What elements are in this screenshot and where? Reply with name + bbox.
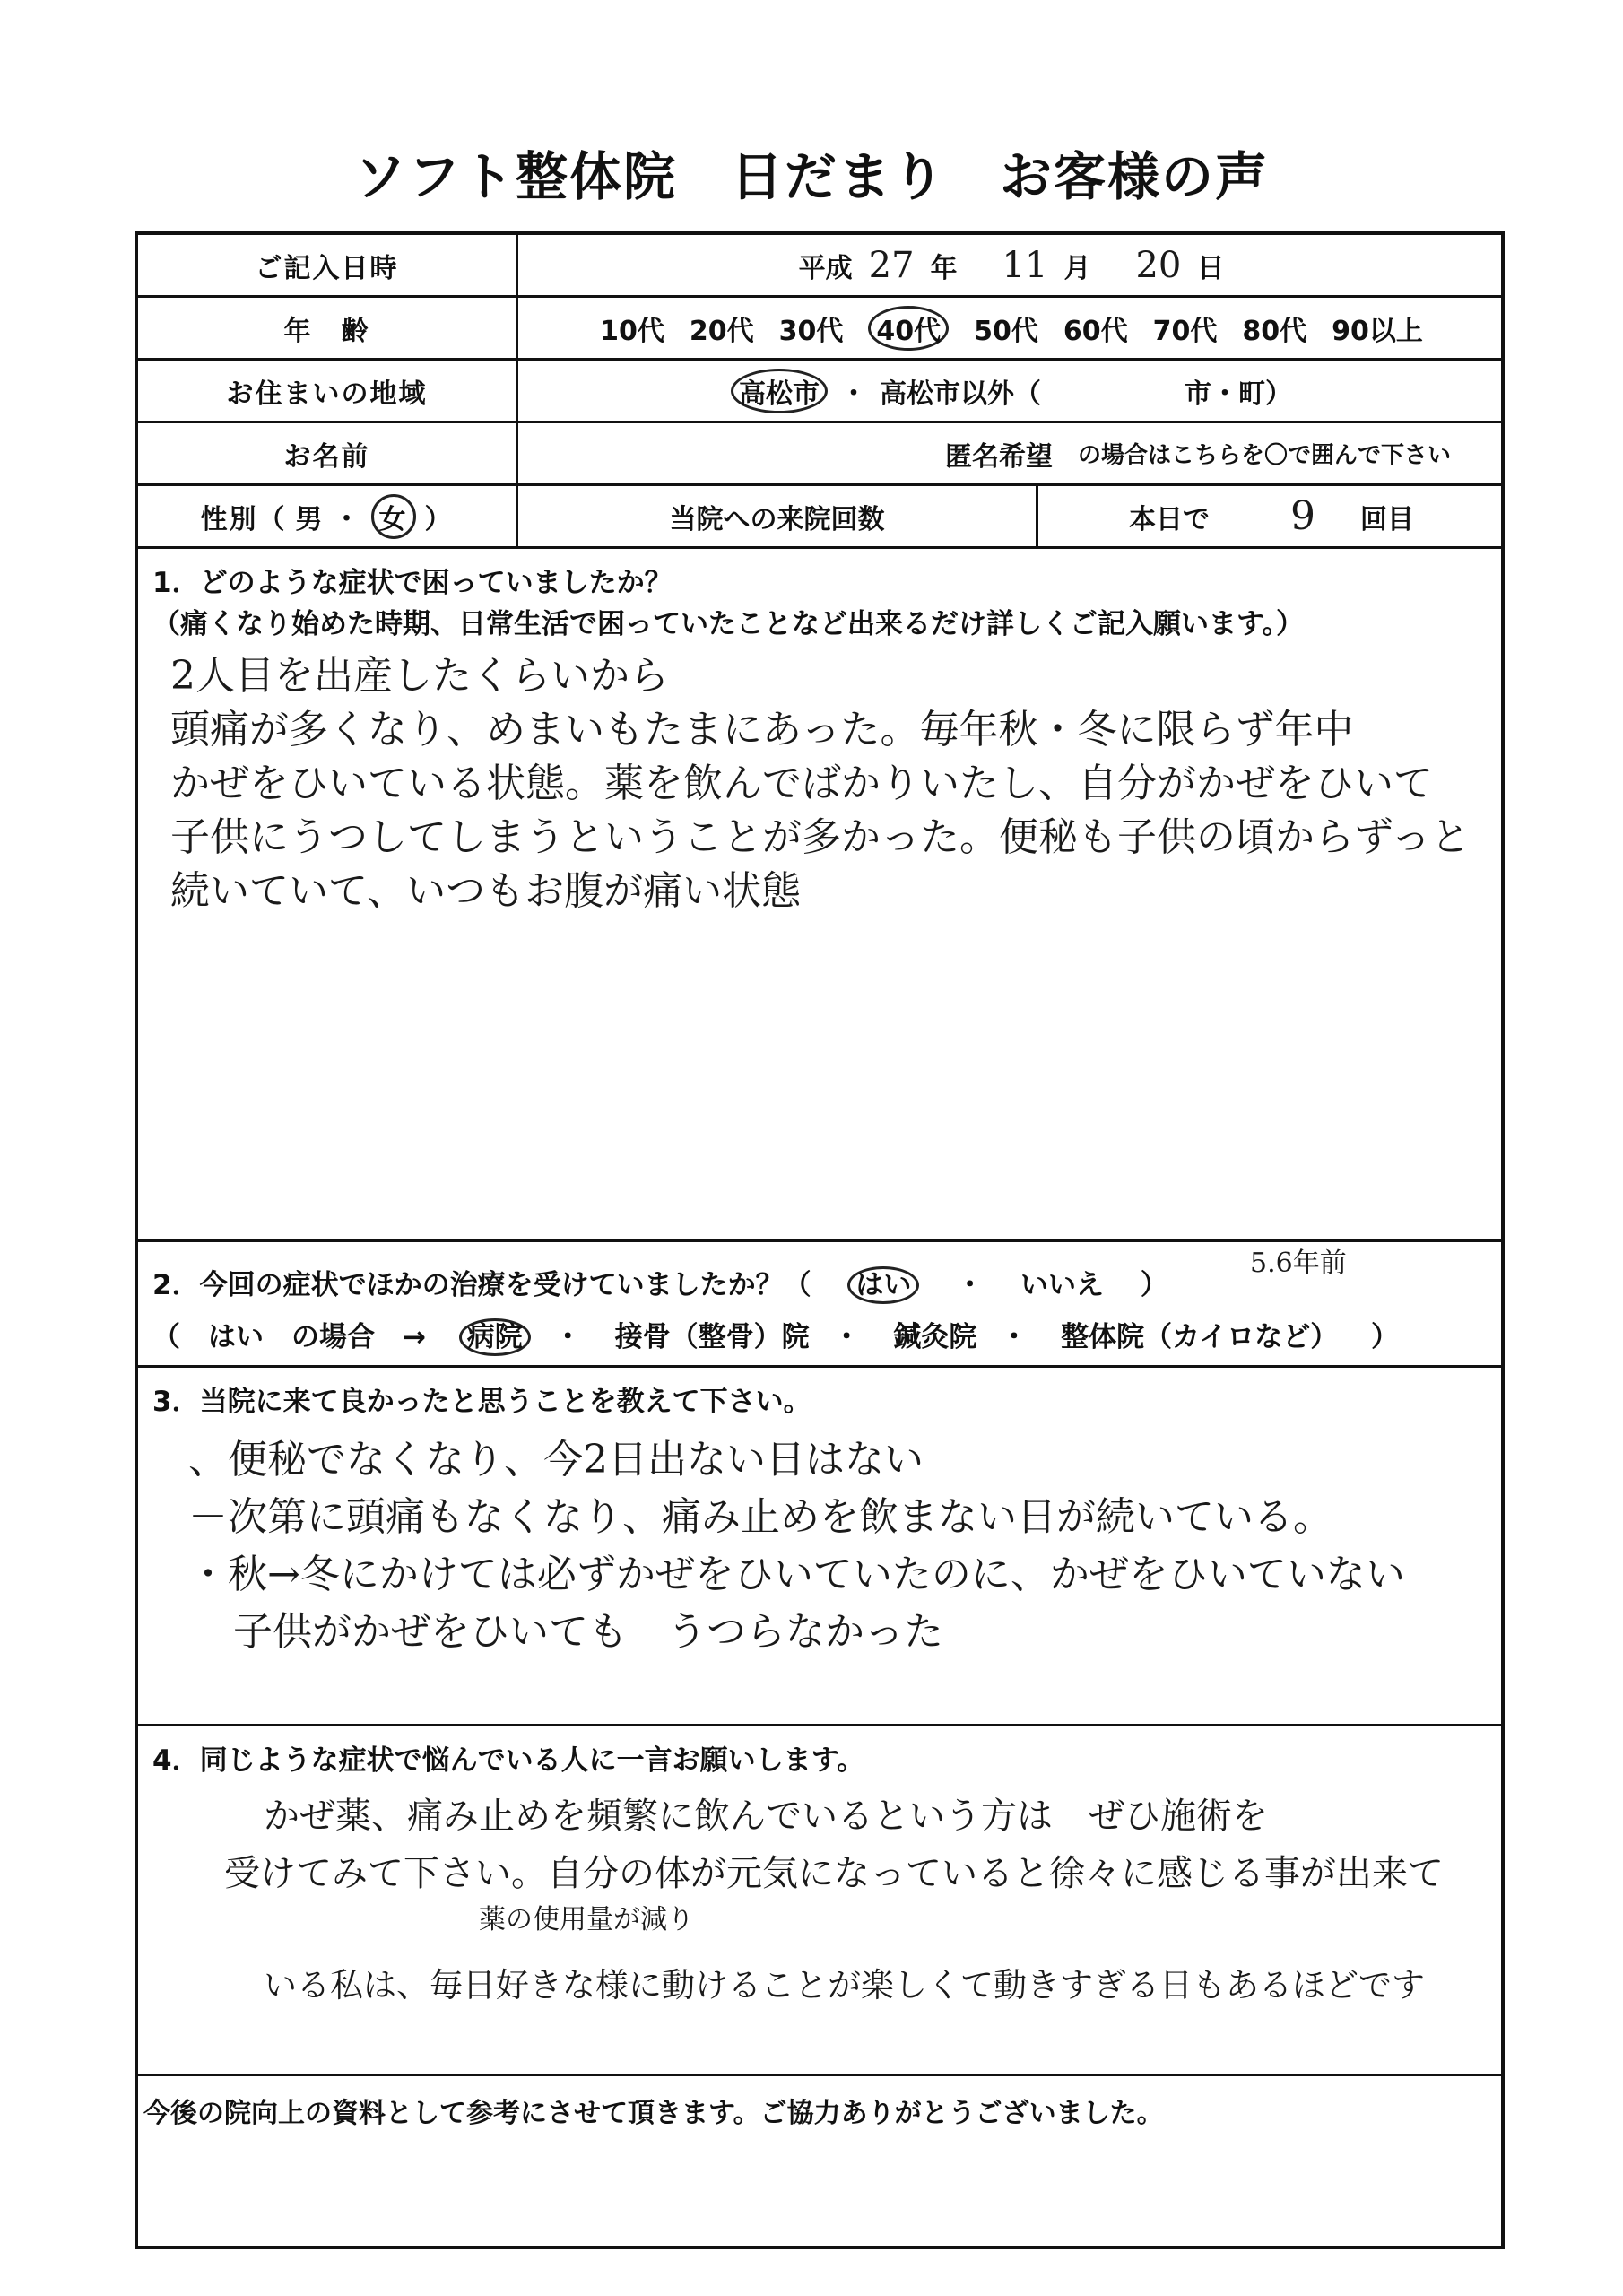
footer-section: [138, 2076, 1501, 2249]
q4-answer-line: 受けてみて下さい。自分の体が元気になっていると徐々に感じる事が出来て: [224, 1853, 1444, 1894]
q1-answer-line: 頭痛が多くなり、めまいもたまにあった。毎年秋・冬に限らず年中: [170, 707, 1354, 752]
q4-answer-insert: 薬の使用量が減り: [479, 1904, 694, 1935]
q3-answer-line: －次第に頭痛もなくなり、痛み止めを飲まない日が続いている。: [188, 1494, 1332, 1540]
year-value: 27: [868, 244, 915, 286]
q3-answer-line: 、便秘でなくなり、今2日出ない日はない: [188, 1437, 924, 1483]
day-unit: 日: [1197, 252, 1225, 284]
q1-answer-line: 子供にうつしてしまうということが多かった。便秘も子供の頃からずっと: [170, 814, 1471, 860]
anon-note: の場合はこちらを〇で囲んで下さい: [1078, 442, 1452, 469]
anon-option[interactable]: 匿名希望: [945, 440, 1053, 473]
date-label: ご記入日時: [138, 235, 518, 295]
survey-form: [135, 231, 1505, 2249]
age-option[interactable]: 20代: [689, 315, 754, 347]
area-option-other[interactable]: 高松市以外（: [880, 378, 1041, 410]
q1-question: 1．どのような症状で困っていましたか？: [152, 567, 673, 599]
anon-area: [945, 423, 1501, 483]
today-label: 本日で: [1129, 503, 1210, 535]
q1-subquestion: （痛くなり始めた時期、日常生活で困っていたことなど出来るだけ詳しくご記入願います。）: [152, 608, 1305, 640]
q1-answer-line: かぜをひいている状態。薬を飲んでばかりいたし、自分がかぜをひいて: [170, 761, 1433, 806]
q2-option-no[interactable]: いいえ: [1020, 1269, 1104, 1301]
name-label: お名前: [138, 423, 518, 483]
age-option[interactable]: 60代: [1063, 315, 1128, 347]
q2-option-seitai[interactable]: 整体院（カイロなど）: [1061, 1321, 1339, 1353]
sex-prefix: 性別（: [200, 503, 287, 535]
q2-question-text: 2．今回の症状でほかの治療を受けていましたか？（: [152, 1269, 812, 1301]
q2-option-hospital[interactable]: 病院: [459, 1318, 531, 1356]
visits-unit: 回目: [1360, 503, 1414, 535]
sex-option-female[interactable]: 女: [371, 494, 416, 539]
q4-section: [138, 1726, 1501, 2076]
q1-section: [138, 549, 1501, 1242]
year-unit: 年: [930, 252, 958, 284]
month-value: 11: [1002, 244, 1048, 286]
q4-answer-line: いる私は、毎日好きな様に動けることが楽しくて動きすぎる日もあるほどです: [264, 1966, 1425, 2005]
visits-label: 当院への来院回数: [518, 486, 1038, 546]
sex-option-male[interactable]: 男: [295, 503, 325, 535]
day-value: 20: [1135, 244, 1182, 286]
sex-label: [138, 486, 518, 546]
q4-answer-line: かぜ薬、痛み止めを頻繁に飲んでいるという方は ぜひ施術を: [264, 1796, 1268, 1837]
q2-options: （ はい の場合 → 病院 ・ 接骨（整骨）院 ・ 鍼灸院 ・ 整体院（カイロなど） ）: [152, 1314, 1399, 1354]
sex-suffix: ）: [424, 503, 454, 535]
q1-answer-line: 2人目を出産したくらいから: [170, 653, 669, 699]
q3-answer-line: ・秋→冬にかけては必ずかぜをひいていたのに、かぜをひいていない: [188, 1552, 1405, 1597]
era-label: 平成: [798, 252, 853, 284]
area-label: お住まいの地域: [138, 361, 518, 421]
age-option[interactable]: 50代: [974, 315, 1038, 347]
age-options: [518, 298, 1505, 358]
visit-count: 9: [1290, 493, 1315, 539]
visits-value: [1038, 486, 1505, 546]
q2-sep: ・: [956, 1269, 985, 1301]
name-row: [138, 423, 1501, 486]
q2-line2-prefix: （ はい の場合 →: [152, 1321, 426, 1353]
sex-row: [138, 486, 1501, 549]
q3-answer-line: 子供がかぜをひいても うつらなかった: [233, 1609, 943, 1655]
q4-question: 4．同じような症状で悩んでいる人に一言お願いします。: [152, 1744, 865, 1777]
age-label: 年 齢: [138, 298, 518, 358]
area-option-takamatsu[interactable]: 高松市: [731, 369, 828, 413]
q2-line2-suffix: ）: [1371, 1321, 1400, 1353]
age-option[interactable]: 70代: [1152, 315, 1218, 347]
month-unit: 月: [1063, 252, 1091, 284]
q2-option-yes[interactable]: はい: [847, 1266, 919, 1304]
q2-question: [152, 1262, 1168, 1302]
age-option[interactable]: 80代: [1242, 315, 1307, 347]
age-option[interactable]: 30代: [778, 315, 844, 347]
page-title: ソフト整体院 日だまり お客様の声: [353, 146, 1269, 207]
area-sep: ・: [840, 378, 867, 410]
age-option[interactable]: 10代: [600, 315, 664, 347]
q2-close: ）: [1140, 1269, 1168, 1301]
q3-section: [138, 1368, 1501, 1726]
date-row: [138, 235, 1501, 298]
date-value: [518, 235, 1505, 295]
area-row: [138, 361, 1501, 423]
age-row: [138, 298, 1501, 361]
sex-sep: ・: [333, 503, 362, 535]
footer-text: 今後の院向上の資料として参考にさせて頂きます。ご協力ありがとうございました。: [143, 2098, 1164, 2129]
q2-section: [138, 1242, 1501, 1368]
q3-question: 3．当院に来て良かったと思うことを教えて下さい。: [152, 1386, 812, 1418]
q2-option-acupuncture[interactable]: 鍼灸院: [893, 1321, 977, 1353]
q2-option-bonesetter[interactable]: 接骨（整骨）院: [614, 1321, 810, 1353]
q1-answer-line: 続いていて、いつもお腹が痛い状態: [170, 868, 802, 914]
area-options: [518, 361, 1505, 421]
age-option[interactable]: 90以上: [1332, 315, 1423, 347]
area-suffix: 市・町）: [1185, 378, 1292, 410]
age-option[interactable]: 40代: [868, 306, 949, 351]
q2-note: 5.6年前: [1250, 1248, 1347, 1279]
